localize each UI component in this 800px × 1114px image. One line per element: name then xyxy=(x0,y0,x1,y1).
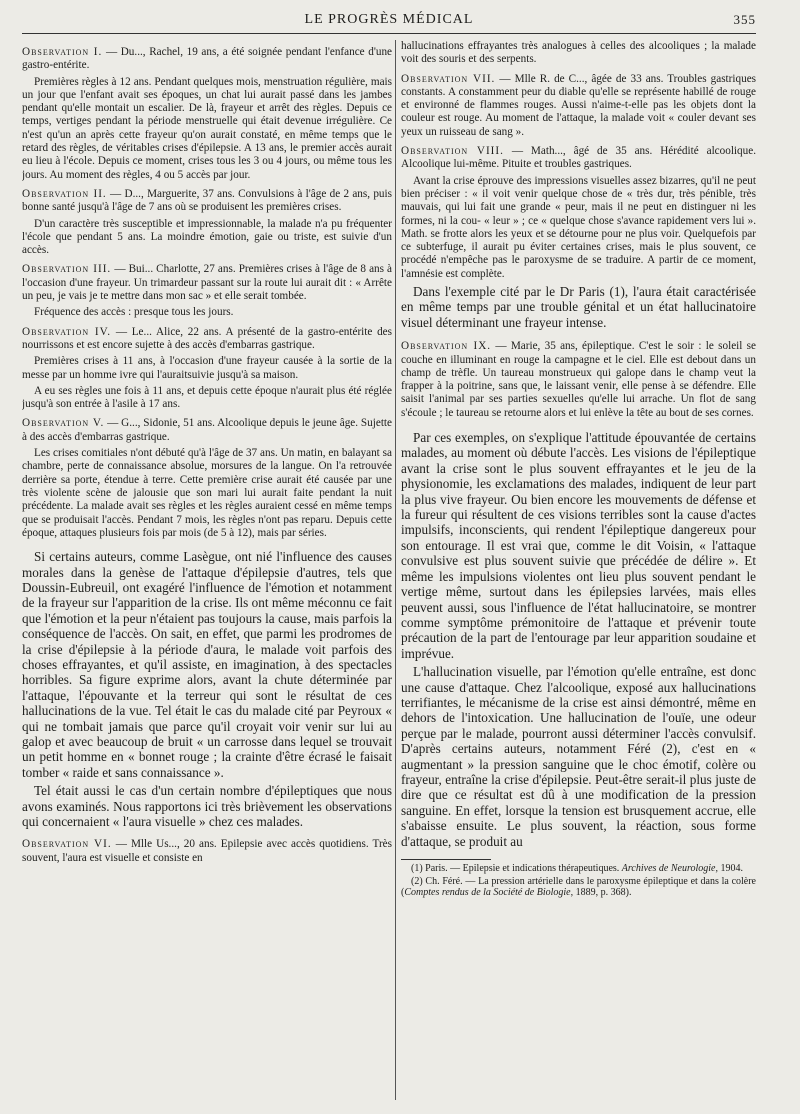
main-paragraph-3: Par ces exemples, on s'explique l'attitude épouvantée de certains malades, au moment où débute l'accès. Les visions de l'épileptique avant la crise sont le plus souvent effrayantes et le jeu de la physionomie, les exclamations des malades, indiquent de leur part la plus vive frayeur. Ou bien encore les mouvements de défense et la fureur qui résultent de ces visions terribles sont la cause d'actes impulsifs, inconscients, qui rendent l'épileptique dangereux pour son entourage. Il est vrai que, comme le dit Voisin, « l'attaque convulsive est plus souvent suivie que précédée de délire ». Et même les impulsions violentes ont lieu plus souvent pendant le vertige même, surtout dans les épilepsies larvées, mais elles peuvent aussi, sous l'influence de l'état hallucinatoire, se montrer comme symptôme prémonitoire de l'attaque et prévenir toute précaution de la part de l'entourage par leur apparition soudaine et imprévue. xyxy=(401,430,756,661)
right-column xyxy=(401,40,756,1105)
observation-5: Observation V. — G..., Sidonie, 51 ans. Alcoolique depuis le jeune âge. Sujette à des accès d'embarras gastrique. xyxy=(22,417,392,443)
observation-8-body: Avant la crise éprouve des impressions visuelles assez bizarres, qu'il ne peut bien préciser : « il voit venir quelque chose de « très dur, très pénible, très mauvais, qui lui fait une grande « peur, mais il ne peut en distinguer ni les formes, ni la cou- « leur » ; ce « quelque chose s'avance rapidement vers lui ». Math. se frotte alors les yeux et se détourne pour ne plus voir. Quelquefois par ce subterfuge, il aurait pu éviter certaines crises, mais le plus souvent, ce procédé n'empêche pas le paroxysme de se traduire. A partir de ce moment, l'amnésie est complète. xyxy=(401,174,756,280)
left-column xyxy=(22,40,392,1105)
observation-3: Observation III. — Bui... Charlotte, 27 ans. Premières crises à l'âge de 8 ans à l'occasion d'une frayeur. Un trimardeur passant sur la route lui aurait dit : « Arrête un peu, je vais je te mettre dans mon sac » et elle serait tombée. xyxy=(22,263,392,303)
observation-7: Observation VII. — Mlle R. de C..., âgée de 33 ans. Troubles gastriques constants. A constamment peur du diable qu'elle se représente habillé de rouge et environné de flammes rouges. Aussi n'aime-t-elle pas les objets dont la couleur est rouge. Au moment de l'attaque, la malade voit « couler devant ses yeux un ruisseau de sang ». xyxy=(401,72,756,138)
observation-3-body: Fréquence des accès : presque tous les jours. xyxy=(34,306,234,319)
journal-title: LE PROGRÈS MÉDICAL xyxy=(304,12,474,27)
column-divider xyxy=(395,40,396,1100)
footnotes xyxy=(401,863,756,899)
footnote-1: (1) Paris. — Epilepsie et indications thérapeutiques. Archives de Neurologie, 1904. xyxy=(411,863,743,875)
main-paragraph-2: Tel était aussi le cas d'un certain nombre d'épileptiques que nous avons examinés. Nous rapportons ici très brièvement les observations qui concernaient « l'aura visuelle » chez ces malades. xyxy=(22,783,392,829)
observation-2: Observation II. — D..., Marguerite, 37 ans. Convulsions à l'âge de 2 ans, puis bonne santé jusqu'à l'âge de 7 ans où se produisent les premières crises. xyxy=(22,187,392,214)
footnote-rule xyxy=(401,859,491,860)
footnote-2: (2) Ch. Féré. — La pression artérielle dans le paroxysme épileptique et dans la colère (Comptes rendus de la Société de Biologie, 1889, p. 368). xyxy=(401,875,756,899)
running-header xyxy=(22,12,756,34)
observation-6-continued: hallucinations effrayantes très analogues à celles des alcooliques ; la malade voit des souris et des serpents. xyxy=(401,40,756,66)
header-rule xyxy=(22,33,756,34)
paris-paragraph: Dans l'exemple cité par le Dr Paris (1), l'aura était caractérisée en même temps par une trouble génital et un état hallucinatoire visuel déterminant une frayeur intense. xyxy=(401,284,756,330)
observation-4: Observation IV. — Le... Alice, 22 ans. A présenté de la gastro-entérite des nourrissons et est encore sujette à des accès d'embarras gastrique. xyxy=(22,325,392,351)
observation-8: Observation VIII. — Math..., âgé de 35 ans. Hérédité alcoolique. Alcoolique lui-même. Pituite et troubles gastriques. xyxy=(401,145,756,171)
observation-5-body: Les crises comitiales n'ont débuté qu'à l'âge de 37 ans. Un matin, en balayant sa chambre, perte de connaissance absolue, morsures de la langue. On l'a retrouvée derrière sa porte, étendue à terre. Cette première crise aurait été causée par une très violente scène de jalousie que son mari lui aurait faite pendant la nuit précédente. La malade avait ses règles et les règles auraient cessé en même temps que se produisait l'accès. Pendant 7 mois, les règles n'ont pas reparu. Depuis cette époque, attaques plusieurs fois par mois (de 5 à 12), mais par séries. xyxy=(22,447,392,539)
main-paragraph-1: Si certains auteurs, comme Lasègue, ont nié l'influence des causes morales dans la genèse de l'attaque d'épilepsie d'autres, tels que Doussin-Eubreuil, ont exagéré l'influence de l'émotion et notamment de la frayeur sur l'apparition de la crise. Ils ont même méconnu ce fait que l'émotion et la peur n'étaient pas toujours la cause, mais parfois la conséquence de l'accès. On sait, en effet, que parmi les prodromes de la crise d'épilepsie à la période d'aura, le malade voit parfois des choses effrayantes, et qu'il assiste, en imagination, à des spectacles horribles. Sa figure exprime alors, avant la chute déterminée par l'attaque, l'épouvante et la terreur qui sont le résultat de ces hallucinations de la vue. Tel était le cas du malade cité par Peyroux « qui ne tombait jamais que parce qu'il croyait voir venir sur lui au galop et avec beaucoup de bruit « un carrosse dans lequel se trouvait un petit homme en « bonnet rouge ; la crainte d'être écrasé le faisait tomber « raide et sans connaissance ». xyxy=(22,549,392,780)
observation-6: Observation VI. — Mlle Us..., 20 ans. Epilepsie avec accès quotidiens. Très souvent, l'aura est visuelle et consiste en xyxy=(22,838,392,864)
observation-2-body: D'un caractère très susceptible et impressionnable, la malade n'a pu fréquenter l'école que pendant 5 ans. La moindre émotion, gaie ou triste, est suivie d'un accès. xyxy=(22,217,392,257)
observation-4-body-2: A eu ses règles une fois à 11 ans, et depuis cette époque n'aurait plus été réglée jusqu'à son entrée à l'asile à 17 ans. xyxy=(22,384,392,411)
observation-9: Observation IX. — Marie, 35 ans, épileptique. C'est le soir : le soleil se couche en illuminant en rouge la campagne et le ciel. Elle est debout dans un champ de trèfle. Un taureau monstrueux qui galope dans le champ veut la frapper à la poitrine, sans que, le laissant venir, elle pense à se défendre. Elle saisit l'animal par ses parties sexuelles qu'elle lui arrache. Un flot de sang s'écoule ; le taureau se retourne alors et lui enlève la tête au bout de ses cornes. xyxy=(401,340,756,419)
main-paragraph-4: L'hallucination visuelle, par l'émotion qu'elle entraîne, est donc une cause d'attaque. Chez l'alcoolique, exposé aux hallucinations terrifiantes, le mécanisme de la crise est ainsi démontré, même en dehors de l'intoxication. Une hallucination de l'ouïe, une odeur perçue par le malade, pourront aussi déterminer l'accès convulsif. D'après certains auteurs, notamment Féré (2), c'est en « augmentant » la pression sanguine que le choc émotif, colère ou frayeur, entraîne la crise d'épilepsie. Peut-être serait-il plus juste de dire que ce résultat est dû à une modification de la pression sanguine. En effet, lorsque la tension est brusquement accrue, elle s'abaisse ensuite. Le plus souvent, la réaction, sous forme d'attaque, se produit au xyxy=(401,664,756,849)
page-number: 355 xyxy=(733,12,756,27)
observation-1-body: Premières règles à 12 ans. Pendant quelques mois, menstruation régulière, mais un jour que l'enfant avait ses époques, un chat lui aurait passé dans les jambes pendant qu'elle montait un escalier. De là, frayeur et arrêt des règles. Depuis ce temps, vertiges pendant la période menstruelle qui était devenue irrégulière. Ce n'est qu'un an après cette frayeur qu'on aurait constaté, en même temps que le retard des règles, de véritables crises d'épilepsie. A 13 ans, le premier accès aurait eu lieu à l'école. Depuis ce moment, crises tous les 3 ou 4 jours, ou même tous les jours. Au moment des règles, 4 ou 5 accès par jour. xyxy=(22,75,392,181)
observation-4-body: Premières crises à 11 ans, à l'occasion d'une frayeur causée à la sortie de la messe par un homme ivre qui l'auraitsuivie jusqu'à sa maison. xyxy=(22,355,392,381)
observation-1: Observation I. — Du..., Rachel, 19 ans, a été soignée pendant l'enfance d'une gastro-entérite. xyxy=(22,46,392,72)
